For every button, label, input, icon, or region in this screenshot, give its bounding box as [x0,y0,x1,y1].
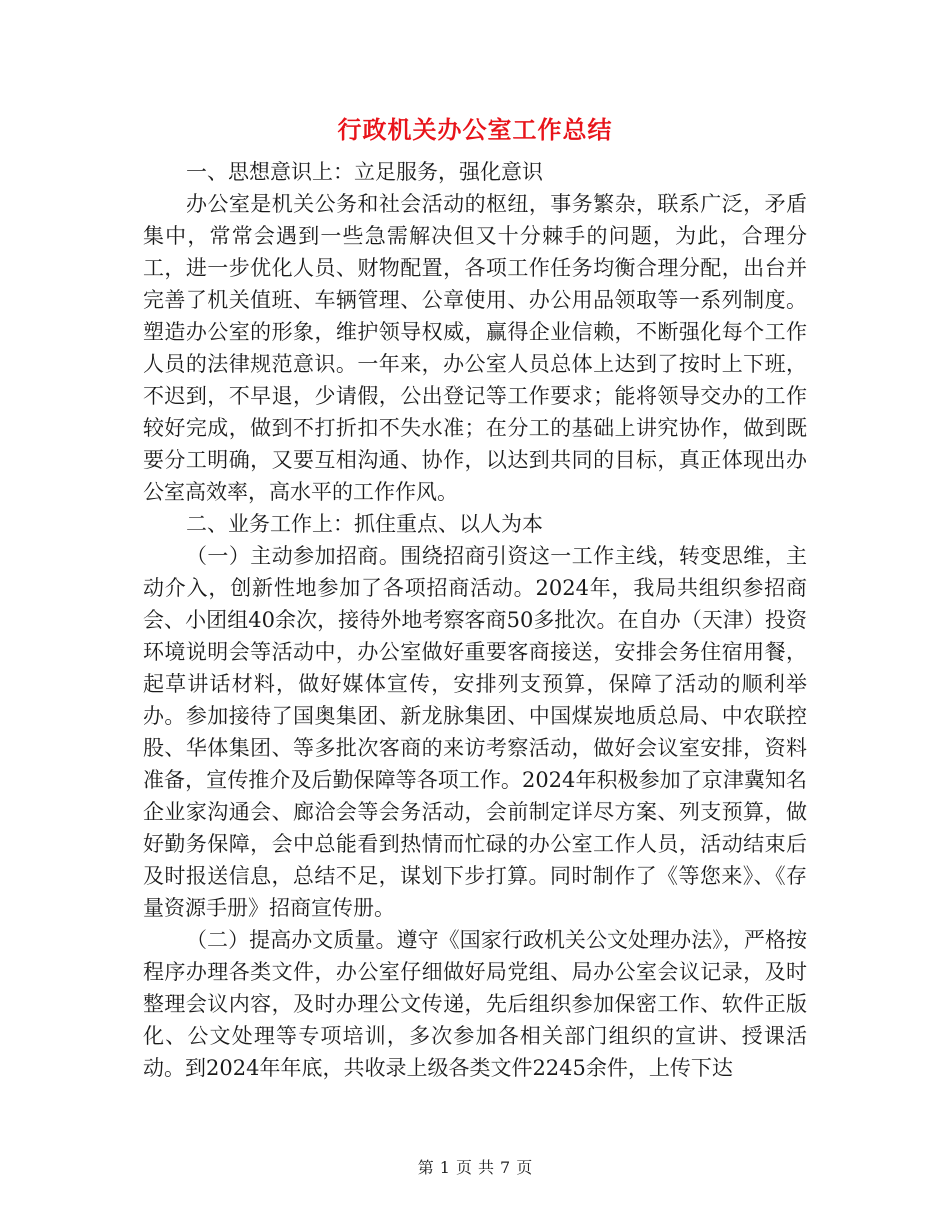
paragraph-3: （二）提高办文质量。遵守《国家行政机关公文处理办法》，严格按程序办理各类文件，办公室仔细做好局党组、局办公室会议记录，及时整理会议内容，及时办理公文传递，先后组织参加保密工作、软件正版化、公文处理等专项培训，多次参加各相关部门组织的宣讲、授课活动。到2024年年底，共收录上级各类文件2245余件，上传下达 [143,928,807,1080]
paragraph-1: 办公室是机关公务和社会活动的枢纽，事务繁杂，联系广泛，矛盾集中，常常会遇到一些急需解决但又十分棘手的问题，为此，合理分工，进一步优化人员、财物配置，各项工作任务均衡合理分配，出台并完善了机关值班、车辆管理、公章使用、办公用品领取等一系列制度。塑造办公室的形象，维护领导权威，赢得企业信赖，不断强化每个工作人员的法律规范意识。一年来，办公室人员总体上达到了按时上下班，不迟到，不早退，少请假，公出登记等工作要求；能将领导交办的工作较好完成，做到不打折扣不失水准；在分工的基础上讲究协作，做到既要分工明确，又要互相沟通、协作，以达到共同的目标，真正体现出办公室高效率，高水平的工作作风。 [143,192,807,504]
document-title: 行政机关办公室工作总结 [337,116,613,144]
footer-prefix: 第 [417,1158,434,1177]
footer-current-page: 1 [439,1158,450,1177]
document-body [143,156,807,1084]
footer-total-pages: 7 [500,1158,511,1177]
paragraph-2: （一）主动参加招商。围绕招商引资这一工作主线，转变思维，主动介入，创新性地参加了各项招商活动。2024年，我局共组织参招商会、小团组40余次，接待外地考察客商50多批次。在自办（天津）投资环境说明会等活动中，办公室做好重要客商接送，安排会务住宿用餐，起草讲话材料，做好媒体宣传，安排列支预算，保障了活动的顺利举办。参加接待了国奥集团、新龙脉集团、中国煤炭地质总局、中农联控股、华体集团、等多批次客商的来访考察活动，做好会议室安排，资料准备，宣传推介及后勤保障等各项工作。2024年积极参加了京津冀知名企业家沟通会、廊洽会等会务活动，会前制定详尽方案、列支预算，做好勤务保障，会中总能看到热情而忙碌的办公室工作人员，活动结束后及时报送信息，总结不足，谋划下步打算。同时制作了《等您来》、《存量资源手册》招商宣传册。 [143,544,807,920]
section-heading-1: 一、思想意识上：立足服务，强化意识 [186,160,543,184]
section-heading-2: 二、业务工作上：抓住重点、以人为本 [186,512,543,536]
footer-page-word: 页 [455,1158,472,1177]
page-footer [0,1155,950,1178]
footer-total-word: 共 [478,1158,495,1177]
footer-suffix: 页 [516,1158,533,1177]
